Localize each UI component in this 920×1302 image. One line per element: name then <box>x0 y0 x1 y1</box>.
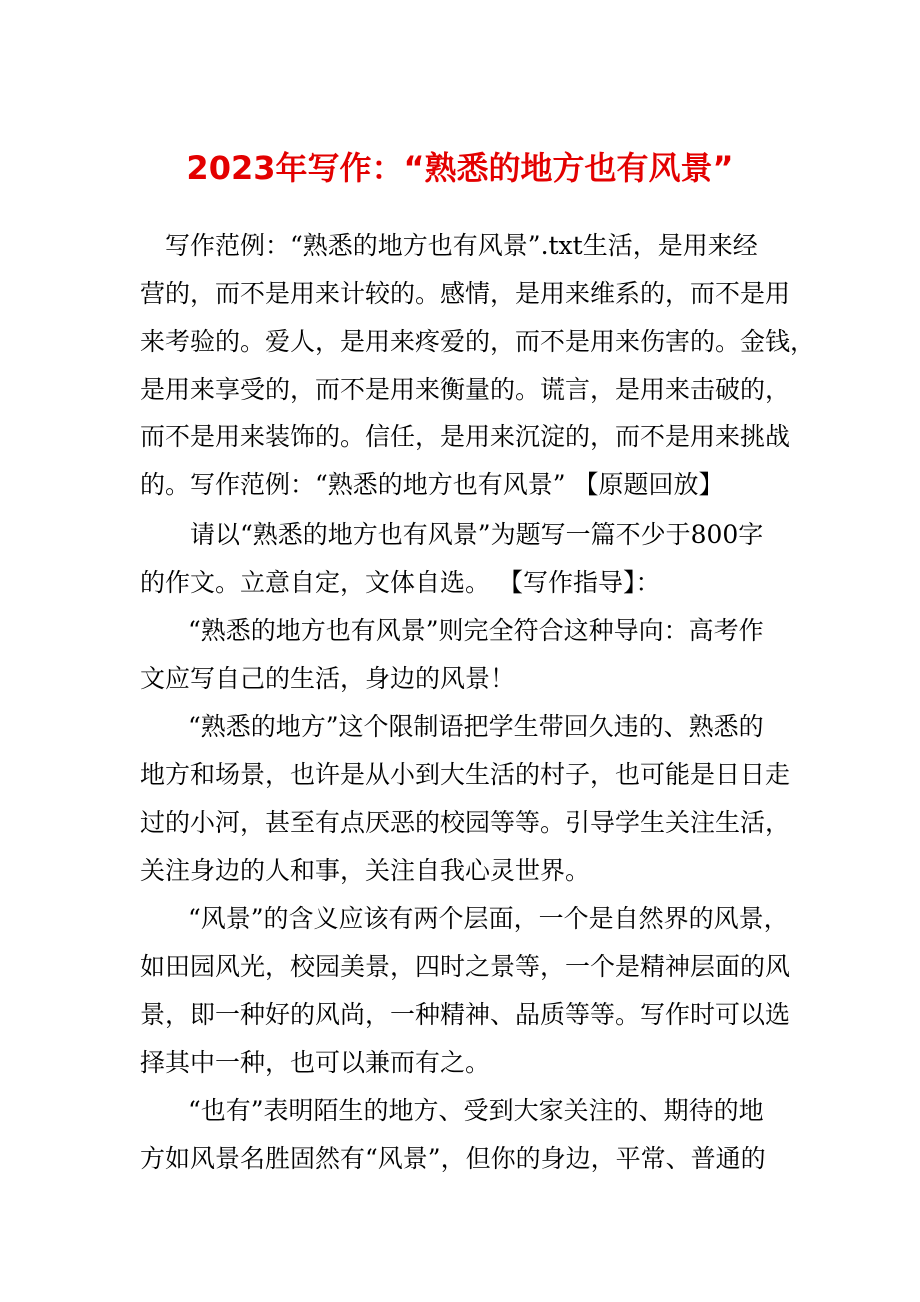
paragraph-line: 营的，而不是用来计较的。感情，是用来维系的，而不是用 <box>140 279 791 308</box>
paragraph-line: “熟悉的地方也有风景”则完全符合这种导向：高考作 <box>188 616 764 645</box>
paragraph-line: “也有”表明陌生的地方、受到大家关注的、期待的地 <box>188 1096 764 1125</box>
paragraph-line: 写作范例：“熟悉的地方也有风景”.txt生活，是用来经 <box>165 231 758 260</box>
paragraph-line: 景，即一种好的风尚，一种精神、品质等等。写作时可以选 <box>140 1000 791 1029</box>
paragraph-line: 文应写自己的生活，身边的风景！ <box>140 664 516 693</box>
paragraph-line: 的。写作范例：“熟悉的地方也有风景” 【原题回放】 <box>140 470 724 499</box>
paragraph-line: 的作文。立意自定，文体自选。 【写作指导】： <box>140 568 661 597</box>
paragraph-line: 是用来享受的，而不是用来衡量的。谎言，是用来击破的， <box>140 375 791 404</box>
paragraph-line: 方如风景名胜固然有“风景”，但你的身边，平常、普通的 <box>140 1144 766 1173</box>
paragraph-line: 地方和场景，也许是从小到大生活的村子，也可能是日日走 <box>140 760 791 789</box>
paragraph-line: 来考验的。爱人，是用来疼爱的，而不是用来伤害的。金钱， <box>140 327 816 356</box>
paragraph-line: 如田园风光，校园美景，四时之景等，一个是精神层面的风 <box>140 952 791 981</box>
paragraph-line: 请以“熟悉的地方也有风景”为题写一篇不少于800字 <box>190 520 764 549</box>
paragraph-line: “熟悉的地方”这个限制语把学生带回久违的、熟悉的 <box>188 712 764 741</box>
paragraph-line: 而不是用来装饰的。信任，是用来沉淀的，而不是用来挑战 <box>140 422 791 451</box>
document-title: 2023年写作：“熟悉的地方也有风景” <box>186 149 734 187</box>
paragraph-line: 关注身边的人和事，关注自我心灵世界。 <box>140 856 591 885</box>
paragraph-line: 过的小河，甚至有点厌恶的校园等等。引导学生关注生活， <box>140 808 791 837</box>
paragraph-line: “风景”的含义应该有两个层面，一个是自然界的风景， <box>188 904 789 933</box>
paragraph-line: 择其中一种，也可以兼而有之。 <box>140 1048 491 1077</box>
